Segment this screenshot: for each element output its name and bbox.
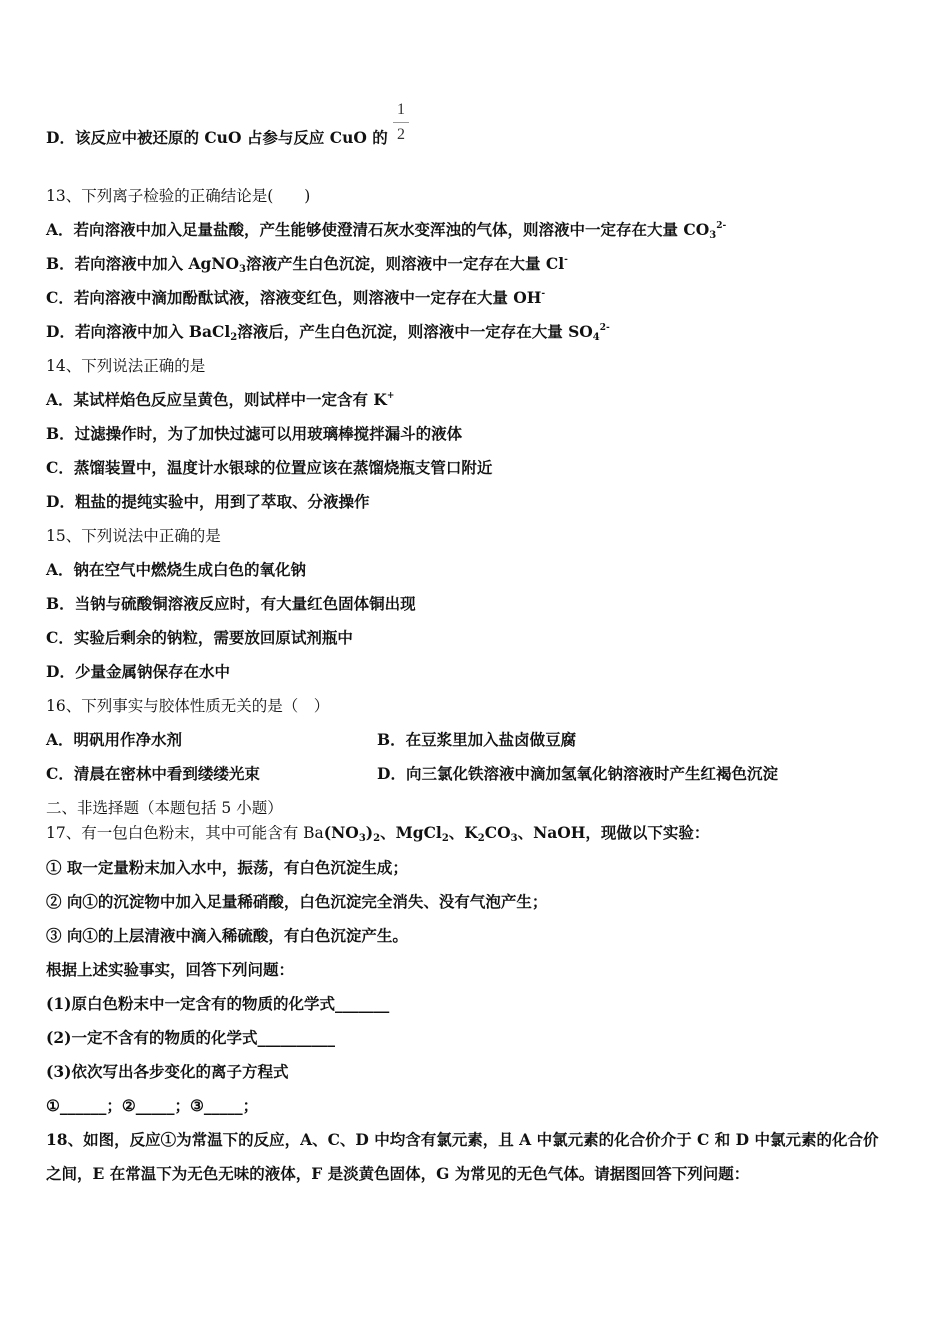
step-text: ① 取一定量粉末加入水中，振荡，有白色沉淀生成； [46, 858, 408, 877]
superscript: - [541, 289, 546, 299]
option-text: 该反应中被还原的 CuO 占参与反应 CuO 的 [74, 128, 388, 147]
subscript: 2 [230, 332, 238, 343]
fraction-bar [393, 122, 409, 123]
q18-stem-line-2 [46, 1164, 749, 1184]
q17-prompt [46, 960, 294, 980]
q14-stem [46, 356, 205, 376]
step-text: ② 向①的沉淀物中加入足量稀硝酸，白色沉淀完全消失、没有气泡产生； [46, 892, 548, 911]
q16-option-d [377, 764, 778, 784]
option-label: D． [46, 322, 75, 341]
option-label: C． [46, 458, 74, 477]
subscript: 2 [477, 833, 485, 844]
option-label: D． [46, 492, 75, 511]
prompt-text: 根据上述实验事实，回答下列问题： [46, 960, 295, 979]
q15-option-a [46, 560, 306, 580]
option-text: 过滤操作时，为了加快过滤可以用玻璃棒搅拌漏斗的液体 [74, 424, 463, 443]
question-stem: 15、下列说法中正确的是 [46, 527, 221, 545]
subscript: 3 [239, 264, 247, 275]
option-label: D． [377, 764, 406, 783]
option-label: B． [377, 730, 406, 749]
fraction-one-half [393, 100, 409, 145]
subscript: 2 [373, 833, 381, 844]
q18-stem-line-1 [46, 1130, 878, 1150]
q17-answer-blanks [46, 1096, 258, 1116]
option-label: D． [46, 662, 75, 681]
option-label: D． [46, 128, 75, 147]
stem-text: 17、有一包白色粉末，其中可能含有 Ba [46, 824, 324, 842]
q15-option-d [46, 662, 230, 682]
option-label: A． [46, 730, 74, 749]
subscript: 3 [709, 230, 717, 241]
q16-stem [46, 696, 329, 716]
q17-step-2 [46, 892, 547, 912]
formula: ) [365, 823, 374, 842]
subscript: 3 [510, 833, 518, 844]
question-stem: 14、下列说法正确的是 [46, 357, 206, 375]
option-text: 若向溶液中加入 AgNO [74, 254, 240, 273]
q13-option-d [46, 322, 610, 342]
option-label: B． [46, 254, 75, 273]
q15-stem [46, 526, 221, 546]
subscript: 3 [358, 833, 366, 844]
option-text: 明矾用作净水剂 [73, 730, 183, 749]
q17-sub-1 [46, 994, 389, 1014]
option-text: 当钠与硫酸铜溶液反应时，有大量红色固体铜出现 [74, 594, 416, 613]
stem-text: 18、如图，反应①为常温下的反应，A、C、D 中均含有氯元素，且 A 中氯元素的化合价介于 C 和 D 中氯元素的化合价 [46, 1130, 879, 1149]
q17-step-3 [46, 926, 408, 946]
option-label: A． [46, 560, 74, 579]
q15-option-c [46, 628, 353, 648]
option-text: 向三氯化铁溶液中滴加氢氧化钠溶液时产生红褐色沉淀 [405, 764, 778, 783]
option-label: B． [46, 424, 75, 443]
superscript: + [386, 391, 395, 401]
subscript: 4 [592, 332, 600, 343]
option-label: B． [46, 594, 75, 613]
option-text: 粗盐的提纯实验中，用到了萃取、分液操作 [74, 492, 370, 511]
subquestion-text: (2)一定不含有的物质的化学式__________ [46, 1028, 335, 1047]
section-title: 二、非选择题（本题包括 5 小题） [46, 799, 283, 817]
option-text: 少量金属钠保存在水中 [74, 662, 230, 681]
fraction-numerator: 1 [397, 101, 405, 118]
superscript: 2- [599, 323, 610, 333]
question-stem: 16、下列事实与胶体性质无关的是（ ） [46, 697, 330, 715]
subscript: 2 [441, 833, 449, 844]
q13-option-c [46, 288, 545, 308]
answer-blanks: ①______；②_____；③_____； [46, 1096, 259, 1115]
q17-sub-2 [46, 1028, 335, 1048]
q17-stem [46, 823, 709, 843]
option-text: 溶液产生白色沉淀，则溶液中一定存在大量 Cl [246, 254, 565, 273]
q15-option-b [46, 594, 416, 614]
option-text: 溶液后，产生白色沉淀，则溶液中一定存在大量 SO [237, 322, 593, 341]
formula: CO [484, 823, 511, 842]
stem-text: 之间，E 在常温下为无色无味的液体，F 是淡黄色固体，G 为常见的无色气体。请据图回答下列问题： [46, 1164, 750, 1183]
q17-step-1 [46, 858, 408, 878]
superscript: 2- [716, 221, 727, 231]
q16-option-b [377, 730, 576, 750]
stem-text: 、NaOH，现做以下实验： [517, 823, 710, 842]
option-text: 若向溶液中滴加酚酞试液，溶液变红色，则溶液中一定存在大量 OH [73, 288, 542, 307]
option-text: 若向溶液中加入足量盐酸，产生能够使澄清石灰水变浑浊的气体，则溶液中一定存在大量 CO [73, 220, 710, 239]
q16-option-a [46, 730, 182, 750]
option-label: A． [46, 390, 74, 409]
option-label: C． [46, 764, 74, 783]
option-text: 实验后剩余的钠粒，需要放回原试剂瓶中 [73, 628, 353, 647]
option-text: 清晨在密林中看到缕缕光束 [73, 764, 260, 783]
option-text: 蒸馏装置中，温度计水银球的位置应该在蒸馏烧瓶支管口附近 [73, 458, 493, 477]
option-text: 钠在空气中燃烧生成白色的氧化钠 [73, 560, 307, 579]
q14-option-c [46, 458, 492, 478]
option-label: C． [46, 288, 74, 307]
q14-option-d [46, 492, 369, 512]
formula: 、MgCl [380, 823, 442, 842]
q13-option-a [46, 220, 726, 240]
formula: (NO [323, 823, 359, 842]
section-heading [46, 798, 283, 818]
option-label: A． [46, 220, 74, 239]
option-text: 若向溶液中加入 BaCl [74, 322, 231, 341]
fraction-denominator: 2 [397, 126, 405, 143]
q12-option-d [46, 128, 388, 148]
subquestion-text: (3)依次写出各步变化的离子方程式 [46, 1062, 289, 1081]
q16-option-c [46, 764, 260, 784]
formula: 、K [448, 823, 478, 842]
q14-option-a [46, 390, 394, 410]
superscript: - [564, 255, 568, 265]
q13-option-b [46, 254, 568, 274]
option-label: C． [46, 628, 74, 647]
step-text: ③ 向①的上层清液中滴入稀硫酸，有白色沉淀产生。 [46, 926, 408, 945]
option-text: 某试样焰色反应呈黄色，则试样中一定含有 K [73, 390, 387, 409]
subquestion-text: (1)原白色粉末中一定含有的物质的化学式_______ [46, 994, 390, 1013]
question-stem: 13、下列离子检验的正确结论是( ) [46, 187, 311, 205]
q14-option-b [46, 424, 462, 444]
q13-stem [46, 186, 310, 206]
option-text: 在豆浆里加入盐卤做豆腐 [405, 730, 577, 749]
q17-sub-3 [46, 1062, 288, 1082]
